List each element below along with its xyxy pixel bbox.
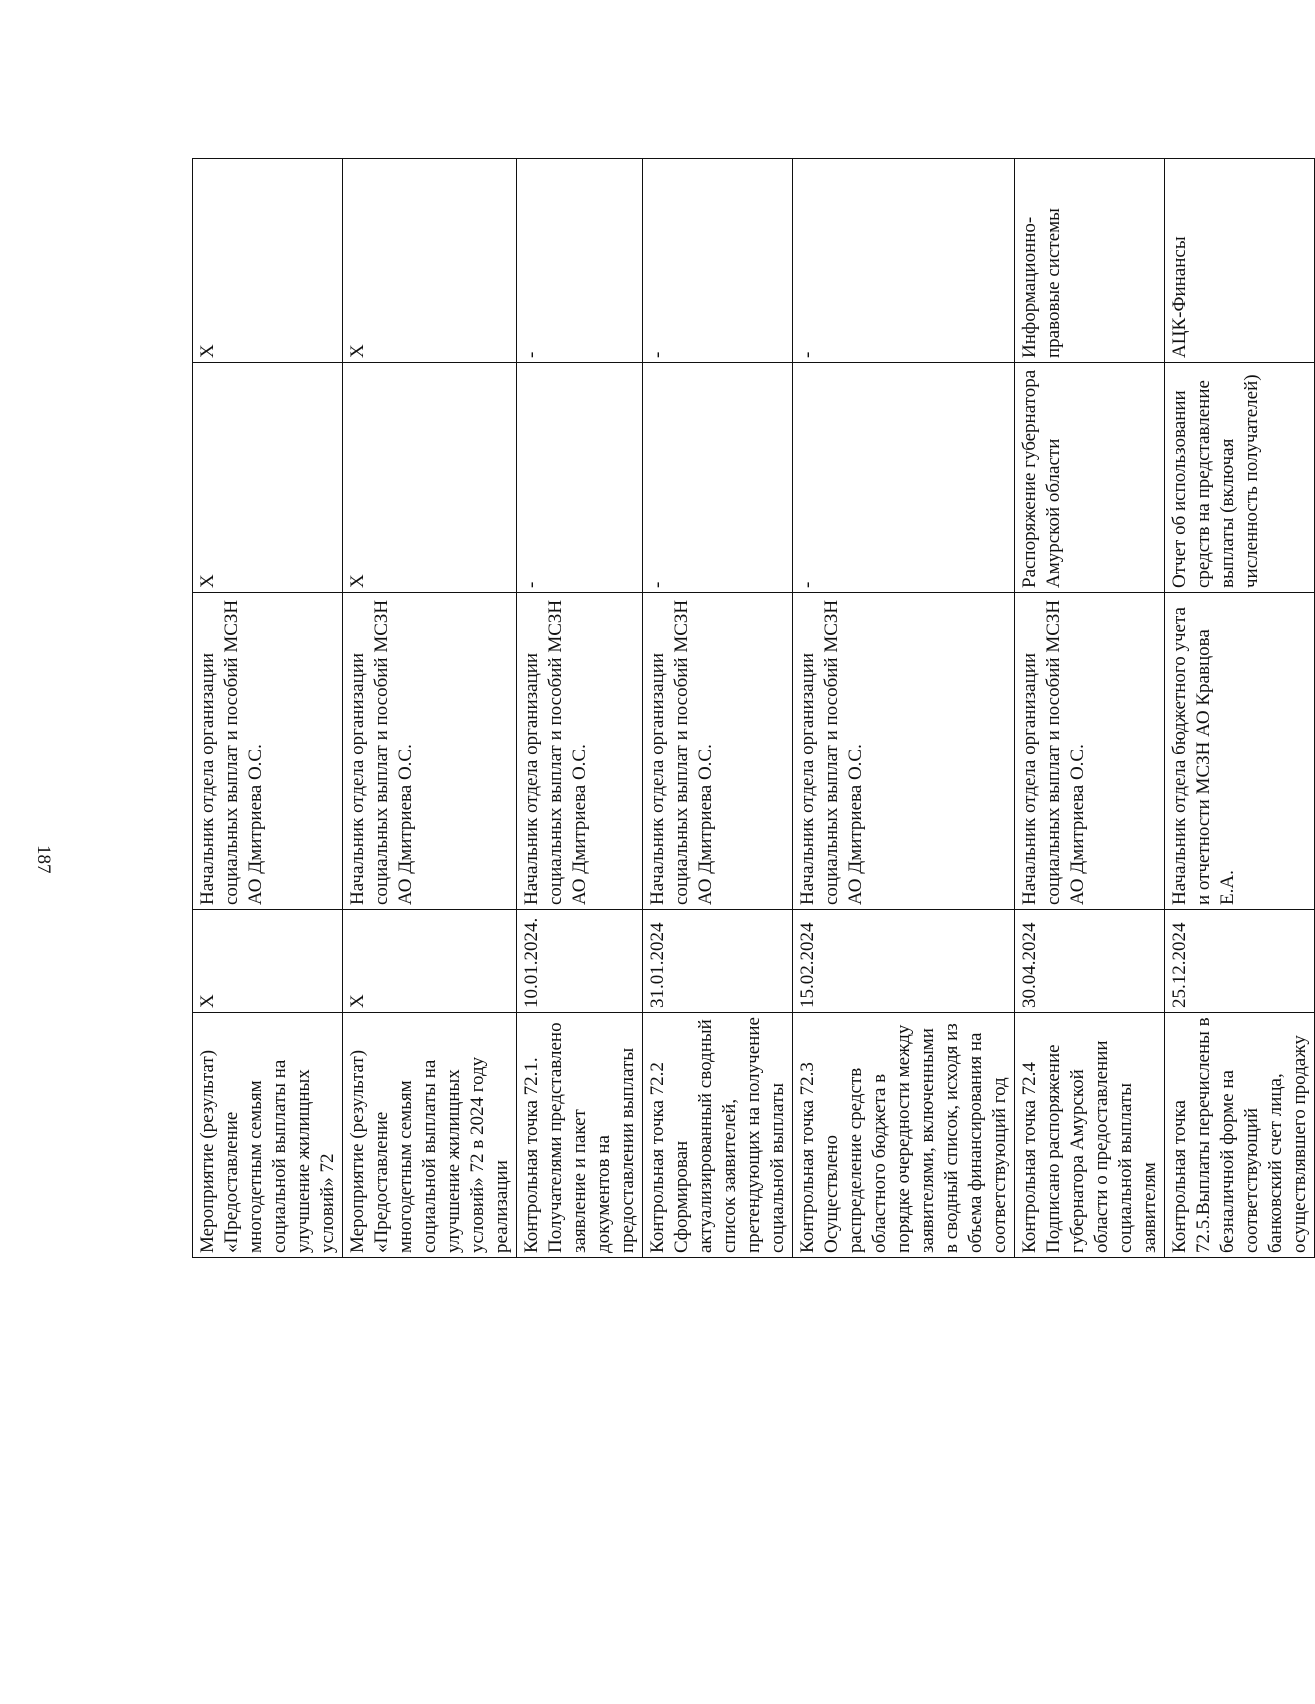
page-number: 187 [33, 845, 54, 874]
document-cell: - [643, 363, 793, 593]
responsible-cell: Начальник отдела организации социальных выплат и пособий МСЗН АО Дмитриева О.С. [1015, 593, 1165, 910]
date-cell: 31.01.2024 [643, 910, 793, 1013]
responsible-cell: Начальник отдела организации социальных выплат и пособий МСЗН АО Дмитриева О.С. [517, 593, 643, 910]
responsible-cell: Начальник отдела организации социальных выплат и пособий МСЗН АО Дмитриева О.С. [343, 593, 517, 910]
system-cell: - [517, 159, 643, 363]
system-cell: Информационно-правовые системы [1015, 159, 1165, 363]
plan-table [192, 158, 1315, 1258]
system-cell: - [793, 159, 1015, 363]
event-name-cell: Контрольная точка 72.4 Подписано распоряжение губернатора Амурской области о предоставлении социальной выплаты заявителям [1015, 1013, 1165, 1258]
document-cell: - [793, 363, 1015, 593]
responsible-cell: Начальник отдела организации социальных выплат и пособий МСЗН АО Дмитриева О.С. [793, 593, 1015, 910]
responsible-cell: Начальник отдела организации социальных выплат и пособий МСЗН АО Дмитриева О.С. [643, 593, 793, 910]
date-cell: 30.04.2024 [1015, 910, 1165, 1013]
table-row [1015, 159, 1165, 1258]
date-cell: 15.02.2024 [793, 910, 1015, 1013]
event-name-cell: Контрольная точка 72.2 Сформирован актуализированный сводный список заявителей, претендующих на получение социальной выплаты [643, 1013, 793, 1258]
responsible-cell: Начальник отдела бюджетного учета и отчетности МСЗН АО Кравцова Е.А. [1165, 593, 1315, 910]
rotated-table-container [192, 159, 1310, 1258]
date-cell: 10.01.2024. [517, 910, 643, 1013]
table-row [517, 159, 643, 1258]
system-cell: X [343, 159, 517, 363]
event-name-cell: Контрольная точка 72.1. Получателями представлено заявление и пакет документов на предоставлении выплаты [517, 1013, 643, 1258]
document-cell: X [193, 363, 343, 593]
date-cell: X [343, 910, 517, 1013]
document-cell: X [343, 363, 517, 593]
table-row [193, 159, 343, 1258]
table-row [1165, 159, 1315, 1258]
table-row [643, 159, 793, 1258]
responsible-cell: Начальник отдела организации социальных выплат и пособий МСЗН АО Дмитриева О.С. [193, 593, 343, 910]
event-name-cell: Контрольная точка 72.3 Осуществлено распределение средств областного бюджета в порядке очередности между заявителями, включенными в сводный список, исходя из объема финансирования на соответствующий год [793, 1013, 1015, 1258]
table-row [343, 159, 517, 1258]
document-cell: Отчет об использовании средств на представление выплаты (включая численность получателей) [1165, 363, 1315, 593]
system-cell: X [193, 159, 343, 363]
date-cell: X [193, 910, 343, 1013]
system-cell: - [643, 159, 793, 363]
document-cell: - [517, 363, 643, 593]
document-cell: Распоряжение губернатора Амурской области [1015, 363, 1165, 593]
event-name-cell: Мероприятие (результат) «Предоставление многодетным семьям социальной выплаты на улучшение жилищных условий» 72 в 2024 году реализации [343, 1013, 517, 1258]
system-cell: АЦК-Финансы [1165, 159, 1315, 363]
table-row [793, 159, 1015, 1258]
event-name-cell: Контрольная точка 72.5.Выплаты перечислены в безналичной форме на соответствующий банковский счет лица, осуществлявшего продажу [1165, 1013, 1315, 1258]
date-cell: 25.12.2024 [1165, 910, 1315, 1013]
event-name-cell: Мероприятие (результат) «Предоставление многодетным семьям социальной выплаты на улучшение жилищных условий» 72 [193, 1013, 343, 1258]
